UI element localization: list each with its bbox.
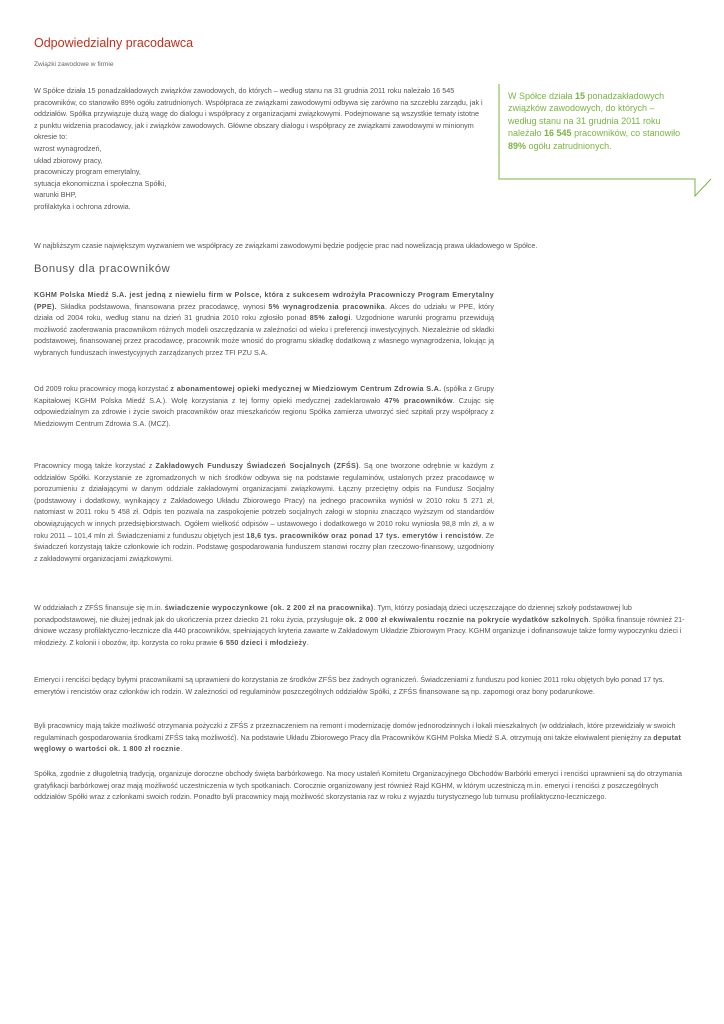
list-item: profilaktyka i ochrona zdrowia. xyxy=(34,201,131,211)
section-heading: Bonusy dla pracowników xyxy=(34,263,171,275)
unions-intro-paragraph: W Spółce działa 15 ponadzakładowych związków zawodowych, do których – według stanu na 31 grudnia 2011 roku należało 16 545 pracowników, co stanowiło 89% ogółu zatrudnionych. Współpraca ze związkami zawodowymi odbywa się zarówno na szczeblu zarządu, jak i oddziałów. Spółka przywiązuje dużą wagę do dialogu i współpracy z organizacjami związkowymi. Podejmowane są wszystkie tematy istotne z punktu widzenia pracodawcy, jak i związków zawodowych. Główne obszary dialogu i współpracy ze związkami zawodowymi w minionym okresie to: xyxy=(34,86,483,142)
barborka-paragraph: Spółka, zgodnie z długoletnią tradycją, organizuje doroczne obchody święta barbórkowego. Na mocy ustaleń Komitetu Organizacyjnego Obchodów Barbórki emeryci i renciści uprawnieni są do otrzymania gratyfikacji barbórkowej oraz mają możliwość uczestniczenia w tych spotkaniach. Corocznie organizowany jest również Rajd KGHM, w którym uczestniczą m.in. emeryci i renciści z poszczególnych oddziałów Spółki wraz z członkami swoich rodzin. Ponadto byli pracownicy mają możliwość skorzystania raz w roku z wyjazdu turystycznego lub turnusu profilaktyczno-leczniczego. xyxy=(34,769,683,802)
zfss-paragraph: Pracownicy mogą także korzystać z Zakładowych Funduszy Świadczeń Socjalnych (ZFŚS). Są one tworzone odrębnie w każdym z oddziałów Spółki. Korzystanie ze zgromadzonych w nich środków odbywa się na podstawie regulaminów, ustalonych przez pracodawcę w porozumieniu z działającymi w danym oddziale zakładowymi organizacjami związkowymi. Łączny przeciętny odpis na Fundusz Socjalny (podstawowy i dodatkowy, wynikający z Zakładowego Układu Zbiorowego Pracy) na jednego pracownika wyniósł w 2010 roku 5 271 zł, natomiast w 2011 roku 5 458 zł. Odpis ten pozwala na zaspokojenie potrzeb socjalnych załogi w stopniu znacząco wyższym od standardów obowiązujących w innych przedsiębiorstwach. Ogółem wielkość odpisów – ustawowego i dodatkowego w 2010 roku wyniosła 98,8 mln zł, a w roku 2011 – 101,4 mln zł. Świadczeniami z funduszu objętych jest 18,6 tys. pracowników oraz ponad 17 tys. emerytów i rencistów. Ze świadczeń korzystają także członkowie ich rodzin. Podstawę gospodarowania funduszem stanowi roczny plan rzeczowo-finansowy, uzgodniony z zakładowymi organizacjami związkowymi. xyxy=(34,461,495,563)
medical-care-paragraph: Od 2009 roku pracownicy mogą korzystać z abonamentowej opieki medycznej w Miedziowym Centrum Zdrowia S.A. (spółka z Grupy Kapitałowej KGHM Polska Miedź S.A.). Wolę korzystania z tej formy opieki medycznej zadeklarowało 47% pracowników. Czując się odpowiedzialnym za zdrowie i życie swoich pracowników oraz mieszkańców regionu Spółka zamierza utworzyć sieć szpitali przy współpracy z Miedziowym Centrum Zdrowia S.A. (MCZ). xyxy=(34,384,495,428)
list-item: sytuacja ekonomiczna i społeczna Spółki, xyxy=(34,178,167,188)
list-item: układ zbiorowy pracy, xyxy=(34,155,103,165)
unions-challenge-paragraph: W najbliższym czasie największym wyzwaniem we współpracy ze związkami zawodowymi będzie podjęcie prac nad nowelizacją prawa układowego w Spółce. xyxy=(34,241,538,250)
section-subtitle: Związki zawodowe w firmie xyxy=(34,61,114,68)
callout-highlight: 89% xyxy=(508,140,527,151)
ppe-paragraph: KGHM Polska Miedź S.A. jest jedną z niewielu firm w Polsce, która z sukcesem wdrożyła Pracowniczy Program Emerytalny (PPE). Składka podstawowa, finansowana przez pracodawcę, wynosi 5% wynagrodzenia pracownika. Akces do udziału w PPE, który działa od 2004 roku, według stanu na dzień 31 grudnia 2010 roku zgłosiło ponad 85% załogi. Uzgodnione warunki programu przewidują możliwość zaoferowania pracownikom różnych modeli oszczędzania w zależności od wieku i preferencji inwestycyjnych. Niezależnie od składki podstawowej, finansowanej przez pracodawcę, pracownik może wnosić do programu składkę dodatkową z własnego wynagrodzenia, lokując ją wybranych funduszach inwestycyjnych zarządzanych przez TFI PZU S.A. xyxy=(34,290,495,357)
dialogue-areas-list xyxy=(34,143,484,213)
callout-highlight: 15 xyxy=(575,91,586,101)
holiday-benefits-paragraph: W oddziałach z ZFŚS finansuje się m.in. świadczenie wypoczynkowe (ok. 2 200 zł na pracownika). Tym, którzy posiadają dzieci uczęszczające do dziennej szkoły podstawowej lub ponadpodstawowej, nie dłużej jednak jak do ukończenia przez dziecko 21 roku życia, przysługuje ok. 2 000 zł ekwiwalentu rocznie na pokrycie wydatków szkolnych. Spółka finansuje również 21-dniowe wczasy profilaktyczno-lecznicze dla 440 pracowników, spełniających kryteria zawarte w Zakładowym Układzie Zbiorowym Pracy. KGHM organizuje i dofinansowuje także formy wypoczynku dzieci i młodzieży. Z kolonii i obozów, itp. korzysta co roku prawie 6 550 dzieci i młodzieży. xyxy=(34,603,685,647)
list-item: wzrost wynagrodzeń, xyxy=(34,143,102,153)
unions-intro-block xyxy=(34,85,484,213)
loans-paragraph: Byli pracownicy mają także możliwość otrzymania pożyczki z ZFŚS z przeznaczeniem na remont i modernizację domów jednorodzinnych i lokali mieszkalnych (w oddziałach, które przewidziały w swoich regulaminach gospodarowania środkami ZFŚS taką możliwość). Na podstawie Układu Zbiorowego Pracy dla Pracowników KGHM Polska Miedź S.A. otrzymują oni także ekwiwalent pieniężny za deputat węglowy o wartości ok. 1 800 zł rocznie. xyxy=(34,721,682,754)
list-item: pracowniczy program emerytalny, xyxy=(34,167,141,177)
page-title: Odpowiedzialny pracodawca xyxy=(34,36,194,50)
retirees-paragraph: Emeryci i renciści będący byłymi pracownikami są uprawnieni do korzystania ze środków ZFŚS bez żadnych ograniczeń. Świadczeniami z funduszu pod koniec 2011 roku objętych było ponad 17 tys. emerytów i rencistów oraz członków ich rodzin. W zależności od regulaminów poszczególnych oddziałów Spółki, z ZFŚS finansowane są np. zapomogi oraz bony podarunkowe. xyxy=(34,675,665,696)
callout-text: W Spółce działa 15 ponadzakładowych związków zawodowych, do których – według stanu na 31 grudnia 2011 roku należało 16 545 pracowników, co stanowiło 89% ogółu zatrudnionych. xyxy=(508,91,681,151)
list-item: warunki BHP, xyxy=(34,190,77,200)
callout-highlight: 16 545 xyxy=(544,128,572,139)
callout-box xyxy=(498,83,712,198)
